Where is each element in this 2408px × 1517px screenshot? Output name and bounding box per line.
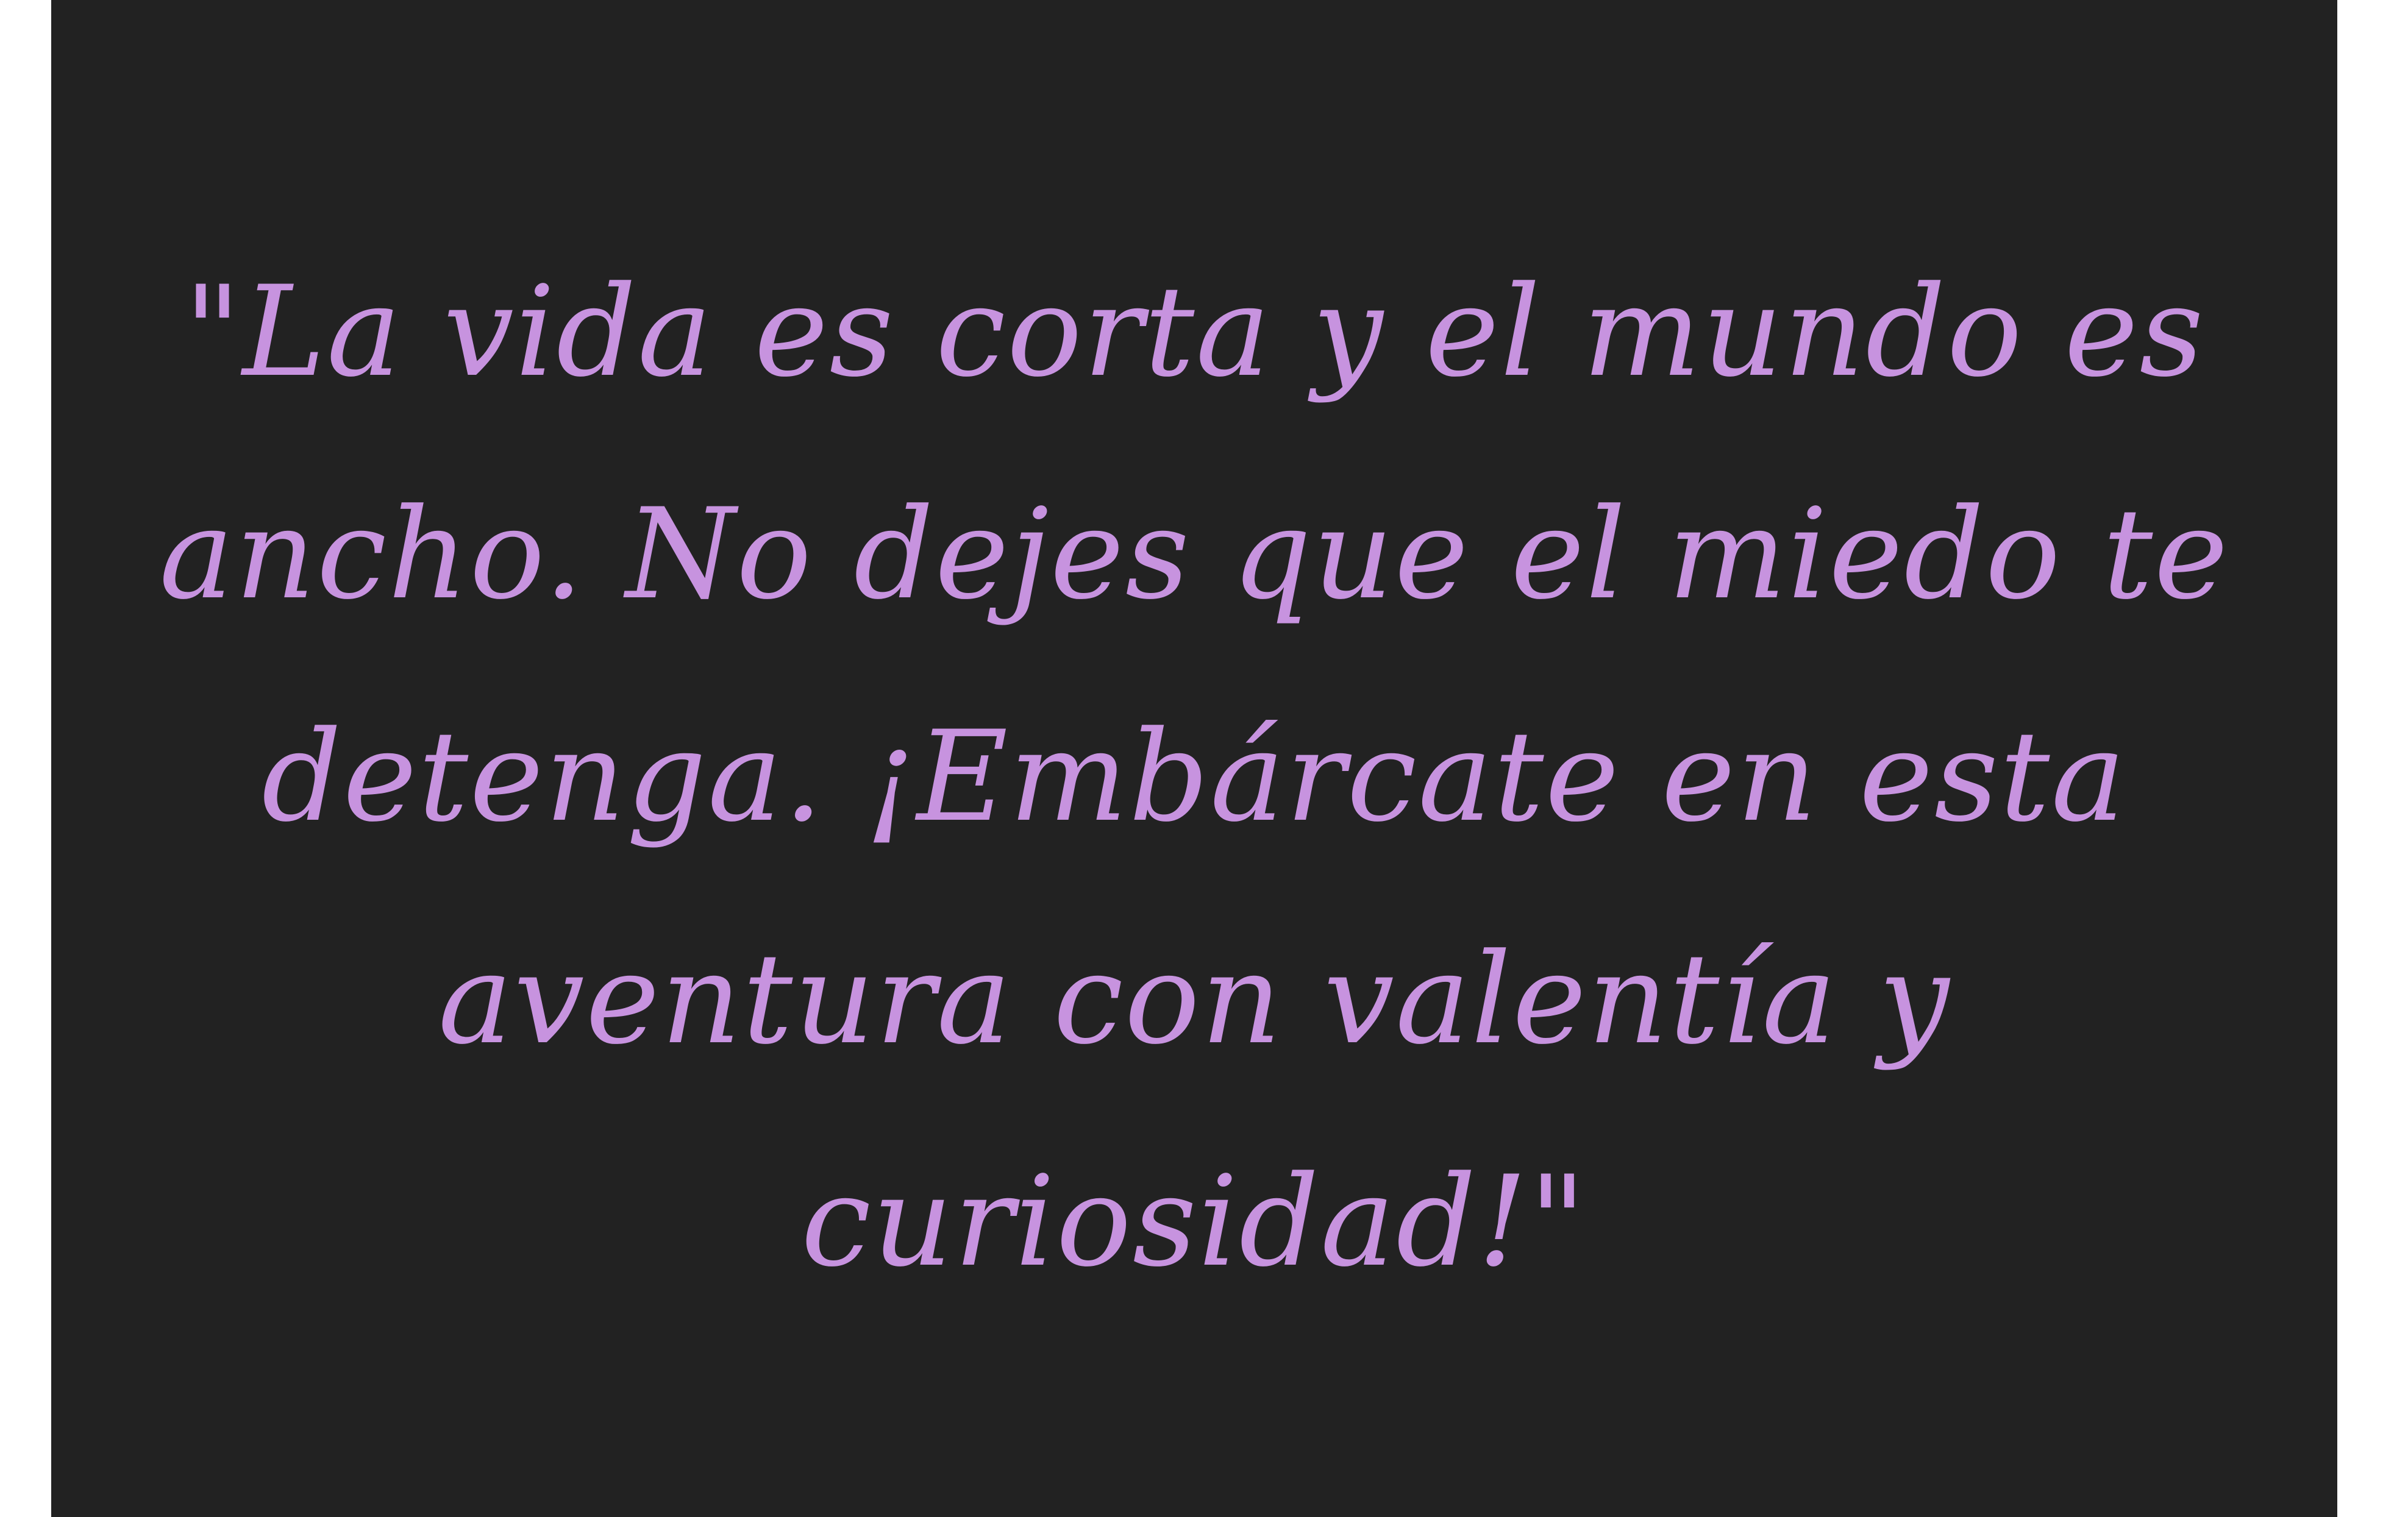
- quote-text: "La vida es corta y el mundo es ancho. No dejes que el miedo te detenga. ¡Embárcate en esta aventura con valentía y curiosidad!": [159, 259, 2229, 1295]
- quote-container: [51, 259, 2337, 1295]
- quote-card: [51, 0, 2337, 1517]
